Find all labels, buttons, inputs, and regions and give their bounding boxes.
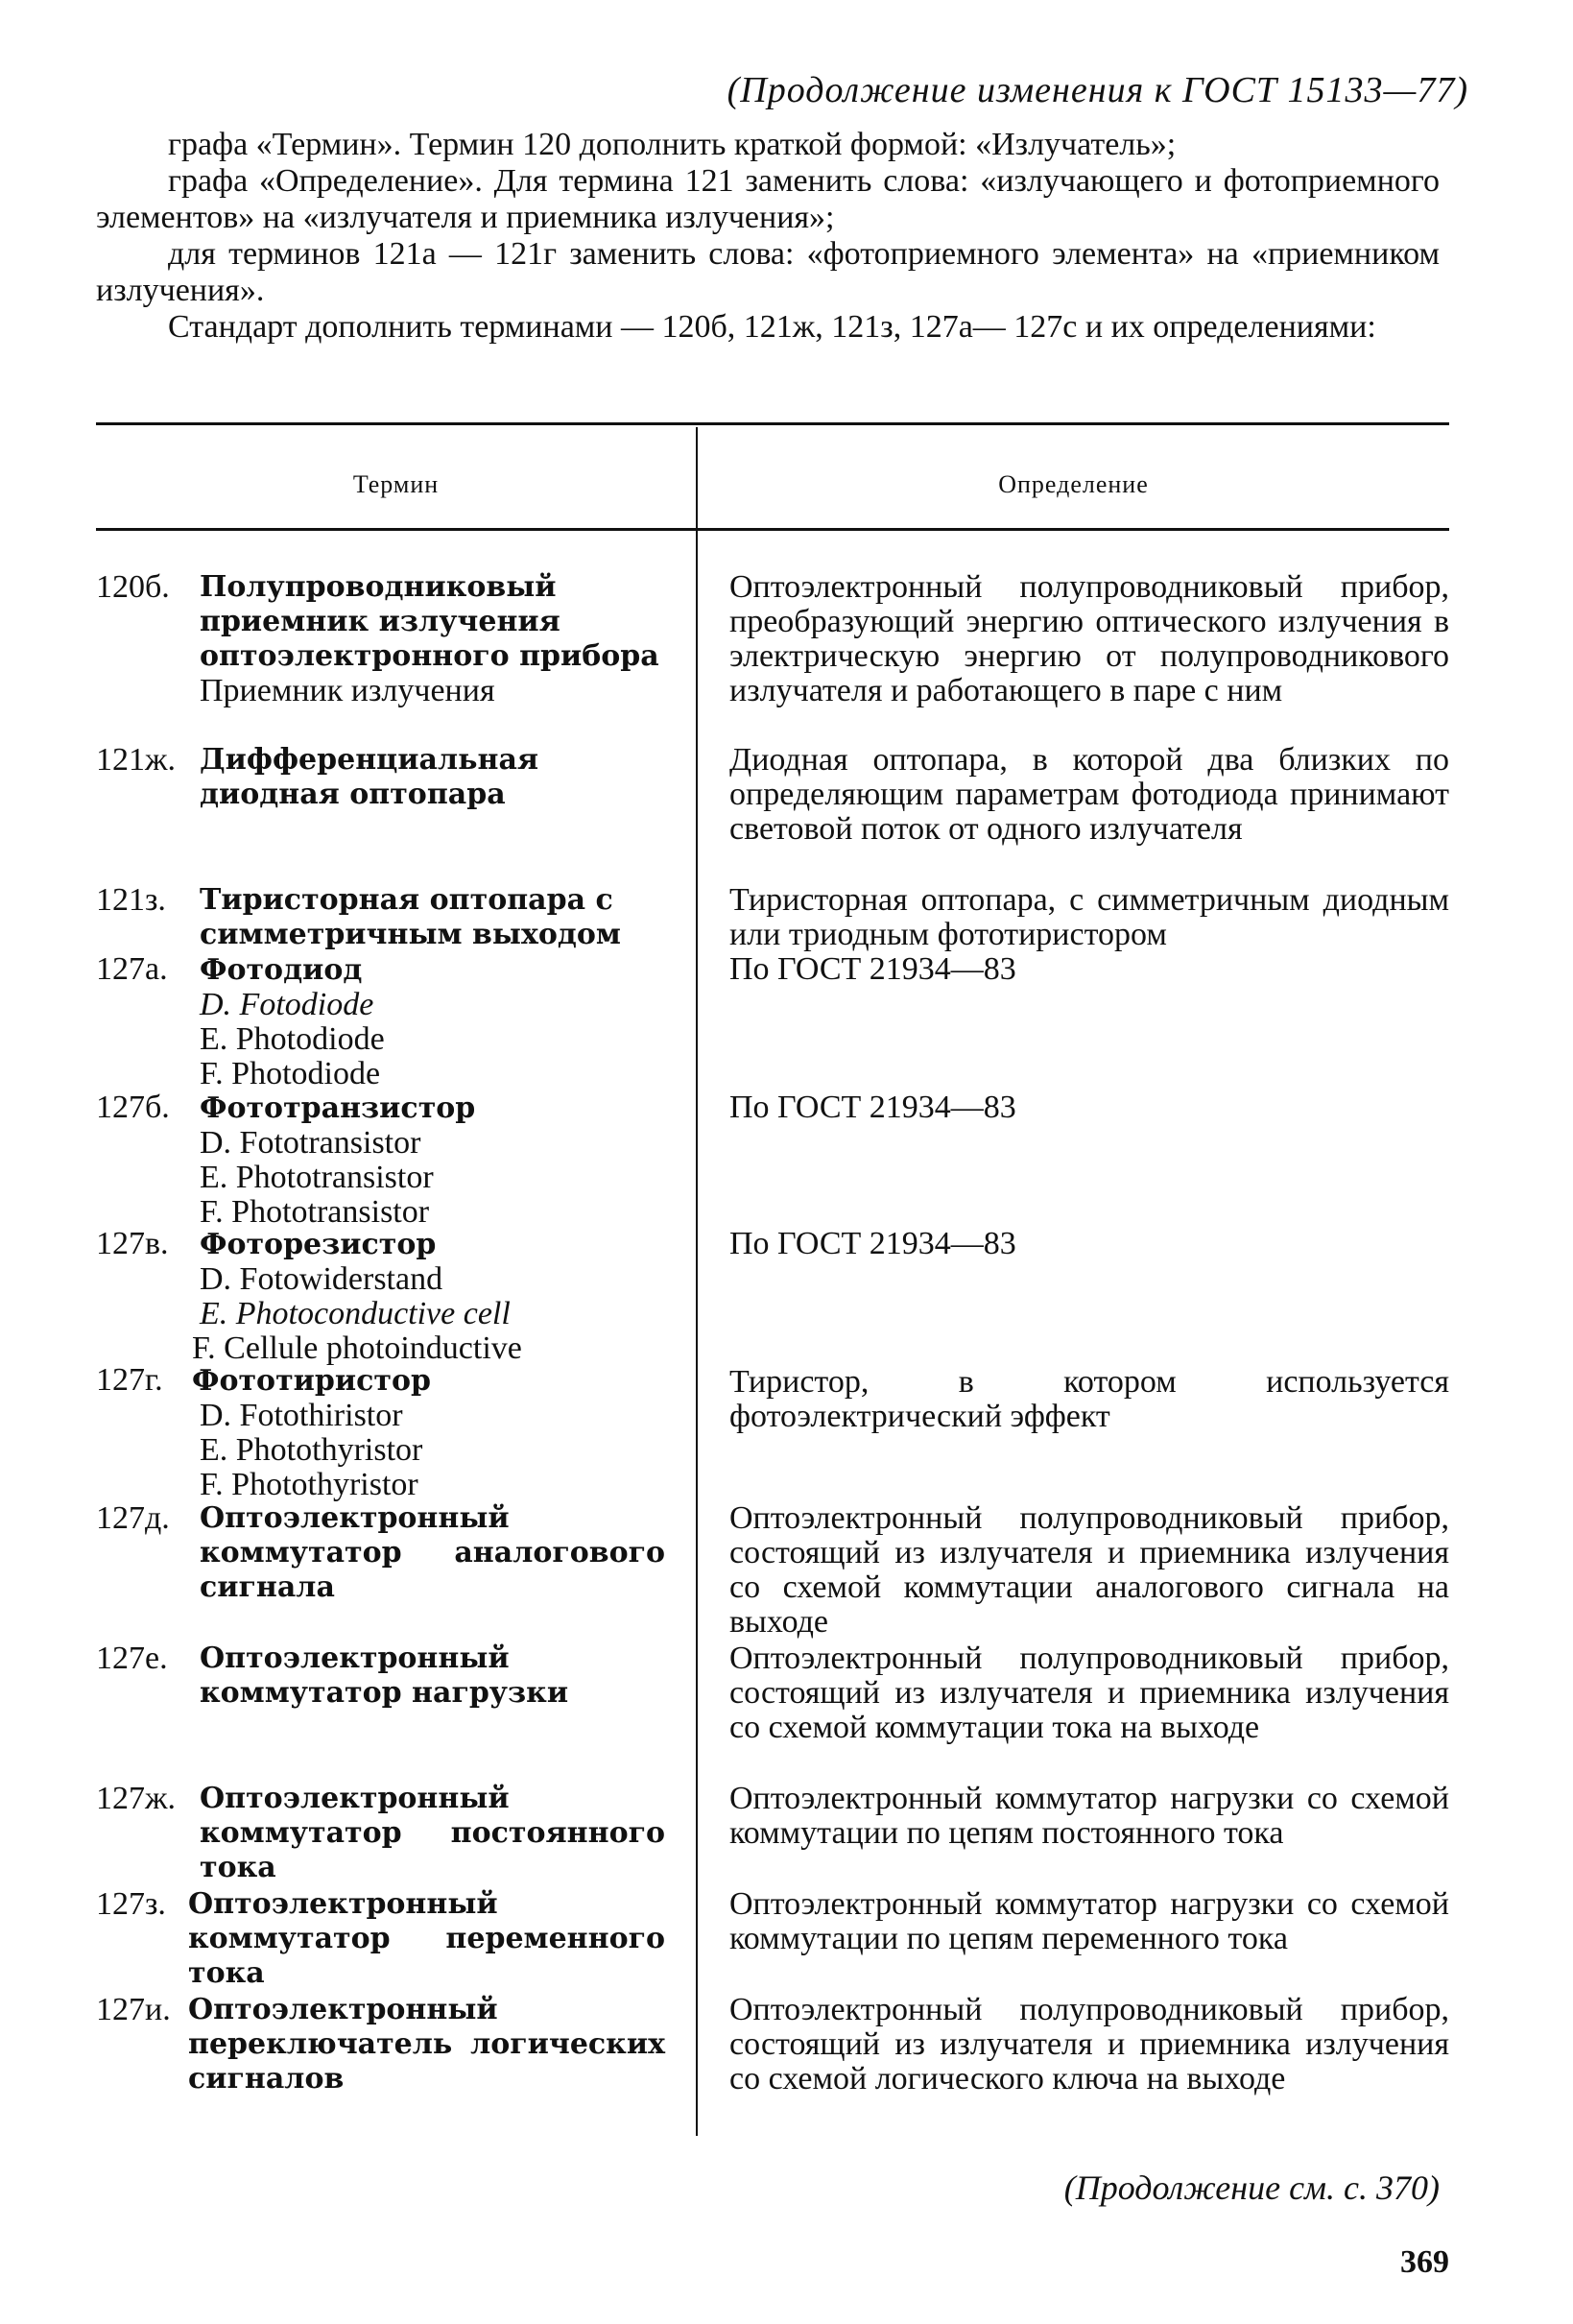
table-column-divider — [696, 427, 698, 2136]
term-number: 127и. — [96, 1992, 171, 2027]
intro-paragraph: для терминов 121а — 121г заменить слова: «фотоприемного элемента» на «приемником излучения». — [96, 236, 1440, 308]
definition-text: Оптоэлектронный коммутатор нагрузки со схемой коммутации по цепям постоянного тока — [729, 1781, 1449, 1851]
term-english: E. Photodiode — [200, 1021, 385, 1057]
column-header-definition: Определение — [998, 470, 1149, 498]
term-english: E. Photothyristor — [200, 1432, 423, 1468]
term-entry — [96, 952, 672, 1091]
intro-paragraph: Стандарт дополнить терминами — 120б, 121ж, 121з, 127а— 127с и их определениями: — [168, 309, 1376, 345]
page-number: 369 — [1400, 2244, 1449, 2280]
term-number: 120б. — [96, 569, 170, 605]
term-title: Фотодиод — [200, 953, 363, 987]
term-french: F. Photodiode — [200, 1056, 381, 1091]
term-number: 127г. — [96, 1362, 163, 1398]
definition-text: По ГОСТ 21934—83 — [729, 1226, 1016, 1261]
term-entry — [96, 1501, 672, 1605]
term-english: E. Photoconductive cell — [200, 1296, 511, 1331]
intro-paragraph: графа «Термин». Термин 120 дополнить краткой формой: «Излучатель»; — [168, 127, 1177, 162]
term-number: 127в. — [96, 1226, 169, 1261]
term-title: Полупроводниковый приемник излучения оптоэлектронного прибора — [200, 570, 659, 673]
definition-text: Оптоэлектронный полупроводниковый прибор, состоящий из излучателя и приемника излучения со схемой коммутации аналогового сигнала на выходе — [729, 1500, 1449, 1640]
definition-text: Оптоэлектронный коммутатор нагрузки со схемой коммутации по цепям переменного тока — [729, 1886, 1449, 1956]
continuation-note: (Продолжение см. с. 370) — [1063, 2168, 1440, 2207]
table-top-rule — [96, 422, 1449, 425]
term-french: F. Cellule photoinductive — [192, 1330, 522, 1366]
column-header-term: Термин — [352, 470, 440, 498]
term-french: F. Photothyristor — [200, 1467, 418, 1502]
term-french: F. Phototransistor — [200, 1194, 430, 1230]
term-number: 127з. — [96, 1886, 166, 1922]
intro-paragraph: графа «Определение». Для термина 121 заменить слова: «излучающего и фотоприемного элементов» на «излучателя и приемника излучения»; — [96, 163, 1440, 235]
table-header-rule — [96, 528, 1449, 531]
definition-text: Тиристорная оптопара, с симметричным диодным или триодным фототиристором — [729, 882, 1449, 952]
definition-text: Оптоэлектронный полупроводниковый прибор, преобразующий энергию оптического излучения в электрическую энергию от полупроводникового излучателя и работающего в паре с ним — [729, 569, 1449, 708]
term-number: 127ж. — [96, 1781, 176, 1816]
document-header: (Продолжение изменения к ГОСТ 15133—77) — [727, 70, 1468, 110]
term-german: D. Fototransistor — [200, 1125, 421, 1161]
term-number: 127б. — [96, 1090, 170, 1125]
term-title: Оптоэлектронный коммутатор постоянного тока — [200, 1782, 665, 1884]
term-entry — [96, 743, 672, 812]
term-title: Оптоэлектронный коммутатор нагрузки — [200, 1641, 569, 1710]
term-entry — [96, 1641, 672, 1711]
term-number: 127а. — [96, 951, 168, 987]
term-number: 127е. — [96, 1641, 168, 1676]
term-entry — [96, 570, 672, 708]
term-german: D. Fotowiderstand — [200, 1261, 443, 1297]
term-title: Фототранзистор — [200, 1091, 476, 1125]
term-entry — [96, 883, 672, 952]
definition-text: Оптоэлектронный полупроводниковый прибор, состоящий из излучателя и приемника излучения со схемой коммутации тока на выходе — [729, 1641, 1449, 1745]
term-english: E. Phototransistor — [200, 1160, 434, 1195]
definition-text: Оптоэлектронный полупроводниковый прибор, состоящий из излучателя и приемника излучения со схемой логического ключа на выходе — [729, 1992, 1449, 2096]
definition-text: По ГОСТ 21934—83 — [729, 951, 1016, 987]
term-number: 121ж. — [96, 742, 176, 778]
definition-text: По ГОСТ 21934—83 — [729, 1090, 1016, 1125]
term-title: Оптоэлектронный коммутатор аналогового сигнала — [200, 1501, 665, 1604]
term-title: Дифференциальная диодная оптопара — [200, 743, 539, 811]
term-title: Фоторезистор — [200, 1228, 437, 1261]
term-entry — [96, 1993, 672, 2096]
term-title: Оптоэлектронный переключатель логических сигналов — [188, 1993, 665, 2096]
term-entry — [96, 1227, 672, 1366]
term-entry — [96, 1090, 672, 1230]
term-german: D. Fotodiode — [200, 987, 374, 1022]
term-short-form: Приемник излучения — [200, 673, 495, 708]
definition-text: Тиристор, в котором используется фотоэлектрический эффект — [729, 1364, 1449, 1434]
term-number: 121з. — [96, 882, 166, 918]
definition-text: Диодная оптопара, в которой два близких по определяющим параметрам фотодиода принимают световой поток от одного излучателя — [729, 742, 1449, 847]
term-entry — [96, 1782, 672, 1885]
term-number: 127д. — [96, 1500, 170, 1536]
term-german: D. Fotothiristor — [200, 1398, 403, 1433]
term-title: Оптоэлектронный коммутатор переменного тока — [188, 1887, 665, 1990]
term-entry — [96, 1363, 672, 1502]
intro-text — [96, 127, 1440, 346]
term-title: Тиристорная оптопара с симметричным выходом — [200, 883, 621, 951]
term-entry — [96, 1887, 672, 1991]
term-title: Фототиристор — [192, 1364, 431, 1398]
